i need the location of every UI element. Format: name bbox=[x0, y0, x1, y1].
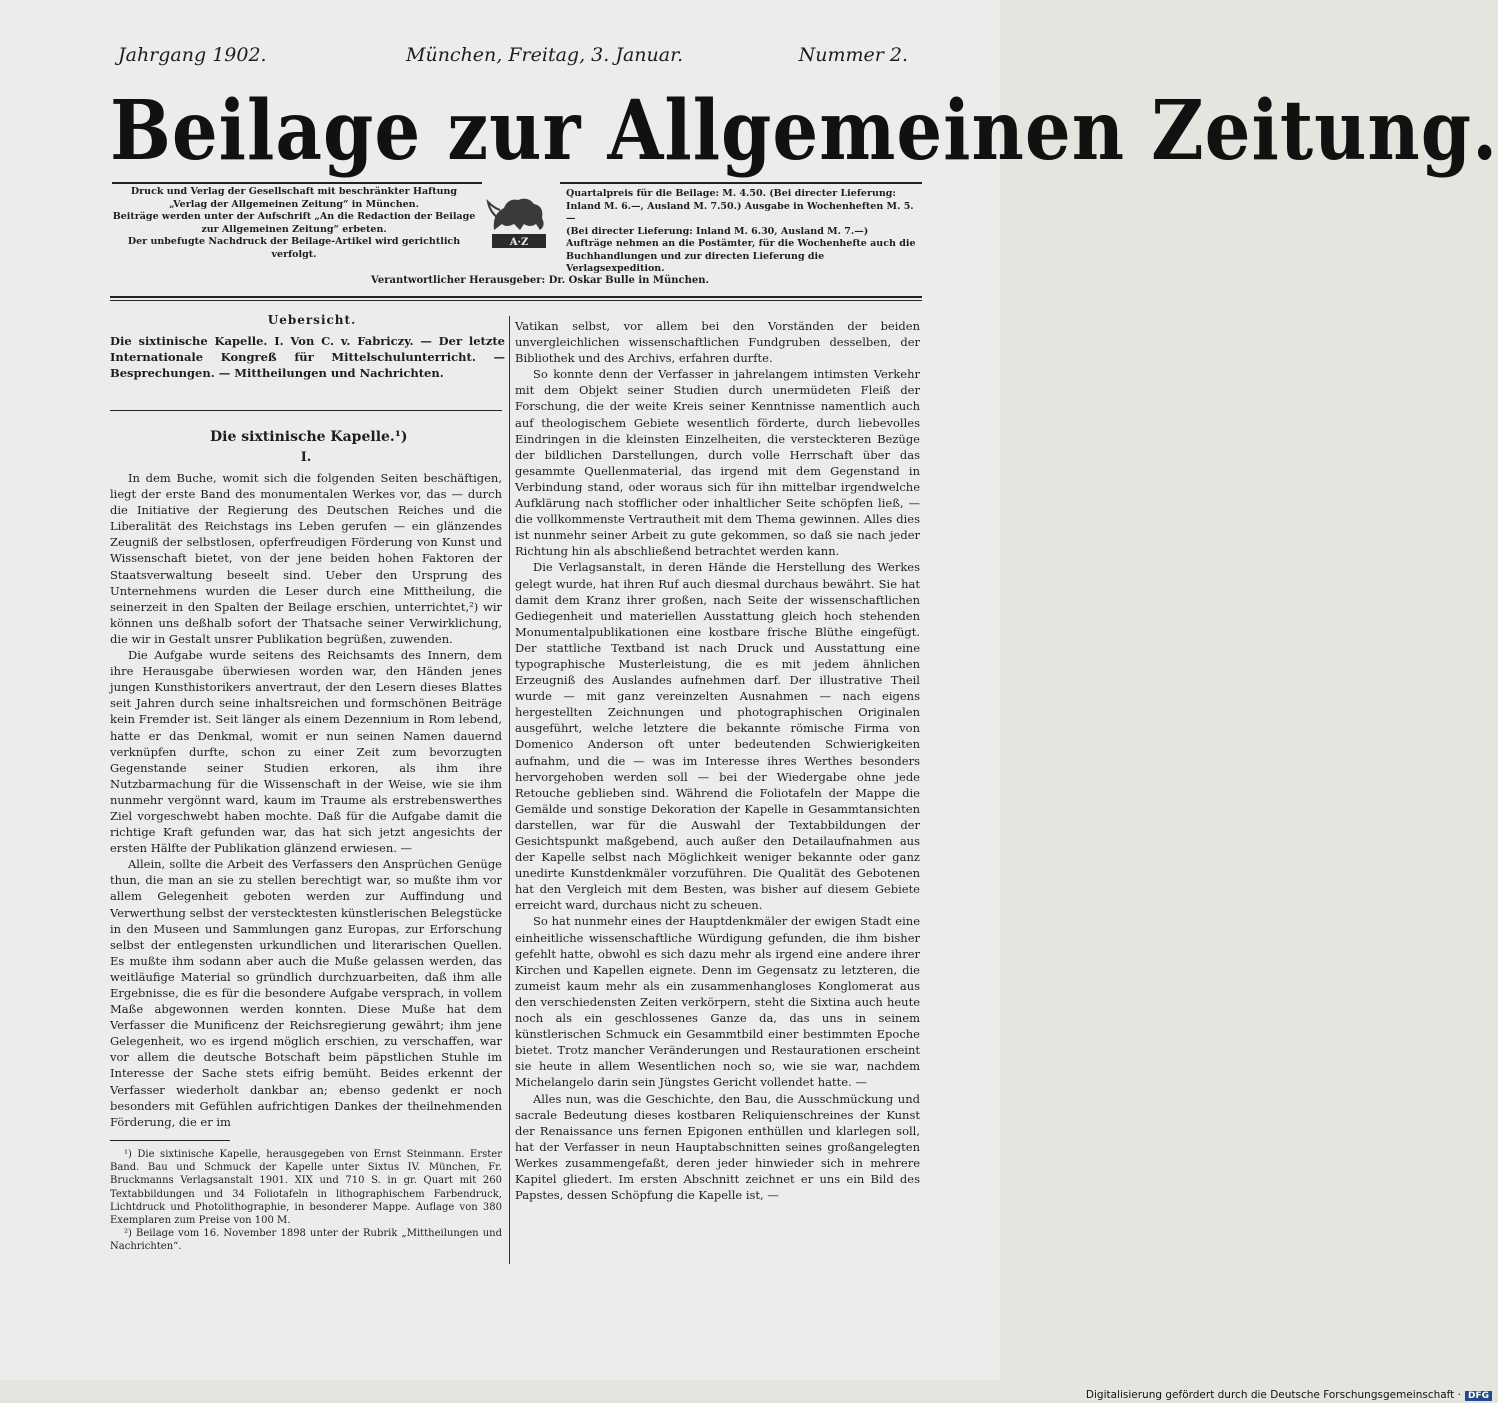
paragraph: Allein, sollte die Arbeit des Verfassers den Ansprüchen Genüge thun, die man an sie zu stellen berechtigt war, so mußte ihm vor allem Gelegenheit geboten werden zur Auffindung und Verwerthung selbst der verstecktesten künstlerischen Belegstücke in den Museen und Sammlungen ganz Europas, zur Erforschung selbst der entlegensten urkundlichen und literarischen Quellen. Es mußte ihm sodann aber auch die Muße gelassen werden, das weitläufige Material so gründlich durchzuarbeiten, daß ihm alle Ergebnisse, die es für die besondere Aufgabe versprach, in vollem Maße abgewonnen werden konnten. Diese Muße hat dem Verfasser die Munificenz der Reichsregierung gewährt; ihm jene Gelegenheit, wo es irgend möglich erschien, zu verschaffen, war vor allem die deutsche Botschaft beim päpstlichen Stuhle im Interesse der Sache stets eifrig bemüht. Beides erkennt der Verfasser wiederholt dankbar an; ebenso gedenkt er noch besonders mit Gefühlen aufrichtigen Dankes der theilnehmenden Förderung, die er im bbox=[110, 857, 502, 1129]
masthead-title: Beilage zur Allgemeinen Zeitung. bbox=[110, 80, 1498, 179]
publisher-info bbox=[108, 186, 480, 261]
left-column bbox=[110, 470, 502, 1130]
jahrgang: Jahrgang 1902. bbox=[118, 44, 267, 66]
rule-left bbox=[112, 182, 482, 184]
publisher-line: zur Allgemeinen Zeitung“ erbeten. bbox=[201, 223, 387, 235]
digitization-credit bbox=[1086, 1389, 1492, 1401]
price-line: Buchhandlungen und zur directen Lieferung die Verlagsexpedition. bbox=[566, 250, 825, 274]
publisher-line: „Verlag der Allgemeinen Zeitung“ in München. bbox=[169, 198, 419, 210]
paragraph: Alles nun, was die Geschichte, den Bau, die Ausschmückung und sacrale Bedeutung dieses kostbaren Reliquienschreines der Kunst der Renaissance uns fernen Epigonen enthüllen und klarlegen soll, hat der Verfasser in neun Hauptabschnitten seines großangelegten Werkes zusammengefaßt, deren jeder hinwieder sich in mehrere Kapitel gliedert. Im ersten Abschnitt zeichnet er uns ein Bild des Papstes, dessen Schöpfung die Kapelle ist, — bbox=[515, 1091, 920, 1203]
publisher-line: Beiträge werden unter der Aufschrift „An die Redaction der Beilage bbox=[112, 211, 476, 222]
place-date: München, Freitag, 3. Januar. bbox=[406, 44, 684, 66]
footnote-rule bbox=[110, 1140, 230, 1141]
paragraph: So hat nunmehr eines der Hauptdenkmäler der ewigen Stadt eine einheitliche wissenschaftliche Würdigung gefunden, die ihm bisher gefehlt hatte, obwohl es sich dazu mehr als irgend eine andere ihrer Kirchen und Kapellen eignete. Denn im Gegensatz zu letzteren, die zumeist kaum mehr als ein zusammenhangloses Konglomerat aus den verschiedensten Zeiten verkörpern, steht die Sixtina auch heute noch als ein geschlossenes Ganze da, das uns in seinem künstlerischen Schmuck ein Gesammtbild einer bestimmten Epoche bietet. Trotz mancher Veränderungen und Restaurationen erscheint sie heute in allem Wesentlichen noch so, wie sie war, nachdem Michelangelo darin sein Jüngstes Gericht vollendet hatte. — bbox=[515, 914, 920, 1090]
footnote: ²) Beilage vom 16. November 1898 unter der Rubrik „Mittheilungen und Nachrichten“. bbox=[110, 1228, 502, 1253]
paragraph: So konnte denn der Verfasser in jahrelangem intimsten Verkehr mit dem Objekt seiner Studien durch unermüdeten Fleiß der Forschung, die der weite Kreis seiner Kenntnisse namentlich auch auf theologischem Gebiete wesentlich förderte, durch liebevolles Eindringen in die kleinsten Einzelheiten, die versteckteren Bezüge der bildlichen Darstellungen, durch volle Herrschaft über das gesammte Quellenmaterial, das irgend mit dem Gegenstand in Verbindung stand, oder woraus sich für ihn mittelbar irgendwelche Aufklärung nach stofflicher oder inhaltlicher Seite schöpfen ließ, — die vollkommenste Vertrautheit mit dem Thema gewinnen. Alles dies ist nunmehr seiner Arbeit zu gute gekommen, so daß sie nach jeder Richtung hin als abschließend betrachtet werden kann. bbox=[515, 367, 920, 559]
price-line: (Bei directer Lieferung: Inland M. 6.30, Ausland M. 7.—) bbox=[566, 225, 869, 237]
footnotes bbox=[110, 1148, 502, 1254]
issue-number: Nummer 2. bbox=[798, 44, 908, 66]
rule-right bbox=[560, 182, 922, 184]
dfg-logo: DFG bbox=[1465, 1391, 1492, 1401]
logo-lettering: A·Z bbox=[509, 237, 529, 248]
paragraph: Die Verlagsanstalt, in deren Hände die Herstellung des Werkes gelegt wurde, hat ihren Ruf auch diesmal durchaus bewährt. Sie hat damit dem Kranz ihrer großen, nach Seite der wissenschaftlichen Gediegenheit und materiellen Ausstattung gleich hoch stehenden Monumentalpublikationen eine kostbare frische Blüthe eingefügt. Der stattliche Textband ist nach Druck und Ausstattung eine typographische Musterleistung, die es mit jedem ähnlichen Erzeugniß des Auslandes aufnehmen darf. Der illustrative Theil wurde — mit ganz vereinzelten Ausnahmen — nach eigens hergestellten Zeichnungen und photographischen Originalen ausgeführt, welche letztere die bekannte römische Firma von Domenico Anderson oft unter bedeutenden Schwierigkeiten aufnahm, und die — was im Interesse ihres Werthes besonders hervorgehoben werden soll — bei der Wiedergabe ohne jede Retouche geblieben sind. Während die Foliotafeln der Mappe die Gemälde und sonstige Dekoration der Kapelle in Gesammtansichten darstellen, war für die Auswahl der Textabbildungen der Gesichtspunkt maßgebend, auch außer den Detailaufnahmen aus der Kapelle selbst nach Möglichkeit weniger bekannte oder ganz unedirte Kunstdenkmäler vorzuführen. Die Qualität des Gebotenen hat den Vergleich mit dem Besten, was bisher auf diesem Gebiete erreicht ward, durchaus nicht zu scheuen. bbox=[515, 560, 920, 913]
price-info bbox=[566, 188, 922, 276]
credit-text: Digitalisierung gefördert durch die Deutsche Forschungsgemeinschaft · bbox=[1085, 1389, 1461, 1401]
lion-emblem-icon bbox=[484, 190, 554, 252]
paragraph: In dem Buche, womit sich die folgenden Seiten beschäftigen, liegt der erste Band des monumentalen Werkes vor, das — durch die Initiative der Regierung des Deutschen Reiches und die Liberalität des Reichstags ins Leben gerufen — ein glänzendes Zeugniß der selbstlosen, opferfreudigen Förderung von Kunst und Wissenschaft bietet, von der jene beiden hohen Faktoren der Staatsverwaltung beseelt sind. Ueber den Ursprung des Unternehmens wurden die Leser durch eine Mittheilung, die seinerzeit in den Spalten der Beilage erschien, unterrichtet,²) wir können uns deßhalb sofort der Thatsache seiner Verwirklichung, die wir in Gestalt unsrer Publikation begrüßen, zuwenden. bbox=[110, 471, 502, 646]
responsible-editor: Verantwortlicher Herausgeber: Dr. Oskar Bulle in München. bbox=[371, 275, 709, 286]
contents-text: Die sixtinische Kapelle. I. Von C. v. Fabriczy. — Der letzte Internationale Kongreß für Mittelschulunterricht. — Besprechungen. — Mittheilungen und Nachrichten. bbox=[110, 334, 505, 380]
contents-heading: Uebersicht. bbox=[267, 313, 357, 327]
article-part: I. bbox=[300, 450, 312, 465]
paragraph: Die Aufgabe wurde seitens des Reichsamts des Innern, dem ihre Herausgabe überwiesen worden war, den Händen jenes jungen Kunsthistorikers anvertraut, der den Lesern dieses Blattes seit Jahren durch seine inhaltsreichen und formschönen Beiträge kein Fremder ist. Seit länger als einem Dezennium in Rom lebend, hatte er das Denkmal, womit er nun seinen Namen dauernd verknüpfen durfte, schon zu einer Zeit zum bevorzugten Gegenstande seiner Studien erkoren, als ihm ihre Nutzbarmachung für die Wissenschaft in der Weise, wie sie ihm nunmehr vergönnt ward, kaum im Traume als erstrebenswerthes Ziel vorgeschwebt haben mochte. Daß für die Aufgabe damit die richtige Kraft gefunden war, das hat sich jetzt angesichts der ersten Hälfte der Publikation glänzend erwiesen. — bbox=[110, 648, 502, 856]
price-line: Inland M. 6.—, Ausland M. 7.50.) Ausgabe in Wochenheften M. 5.— bbox=[566, 200, 914, 224]
publisher-line: Druck und Verlag der Gesellschaft mit beschränkter Haftung bbox=[130, 186, 458, 197]
article-title: Die sixtinische Kapelle.¹) bbox=[210, 429, 408, 445]
paragraph: Vatikan selbst, vor allem bei den Vorständen der beiden unvergleichlichen wissenschaftlichen Fundgruben desselben, der Bibliothek und des Archivs, erfahren durfte. bbox=[515, 319, 920, 366]
dateline bbox=[118, 44, 908, 76]
header-bottom-rule bbox=[110, 296, 922, 298]
right-column bbox=[515, 318, 920, 1203]
price-line: Quartalpreis für die Beilage: M. 4.50. (Bei directer Lieferung: bbox=[566, 188, 896, 199]
footnote: ¹) Die sixtinische Kapelle, herausgegeben von Ernst Steinmann. Erster Band. Bau und Schmuck der Kapelle unter Sixtus IV. München, Fr. Bruckmanns Verlagsanstalt 1901. XIX und 710 S. in gr. Quart mit 260 Textabbildungen und 34 Foliotafeln in lithographischem Farbendruck, Lichtdruck und Photolithographie, in besonderer Mappe. Auflage von 380 Exemplaren zum Preise von 100 M. bbox=[110, 1149, 502, 1227]
publisher-line: Der unbefugte Nachdruck der Beilage-Artikel wird gerichtlich verfolgt. bbox=[127, 236, 461, 260]
header-bottom-rule-thin bbox=[110, 300, 922, 301]
contents-rule bbox=[110, 410, 502, 411]
price-line: Aufträge nehmen an die Postämter, für die Wochenhefte auch die bbox=[566, 238, 916, 249]
column-divider bbox=[509, 316, 510, 1264]
